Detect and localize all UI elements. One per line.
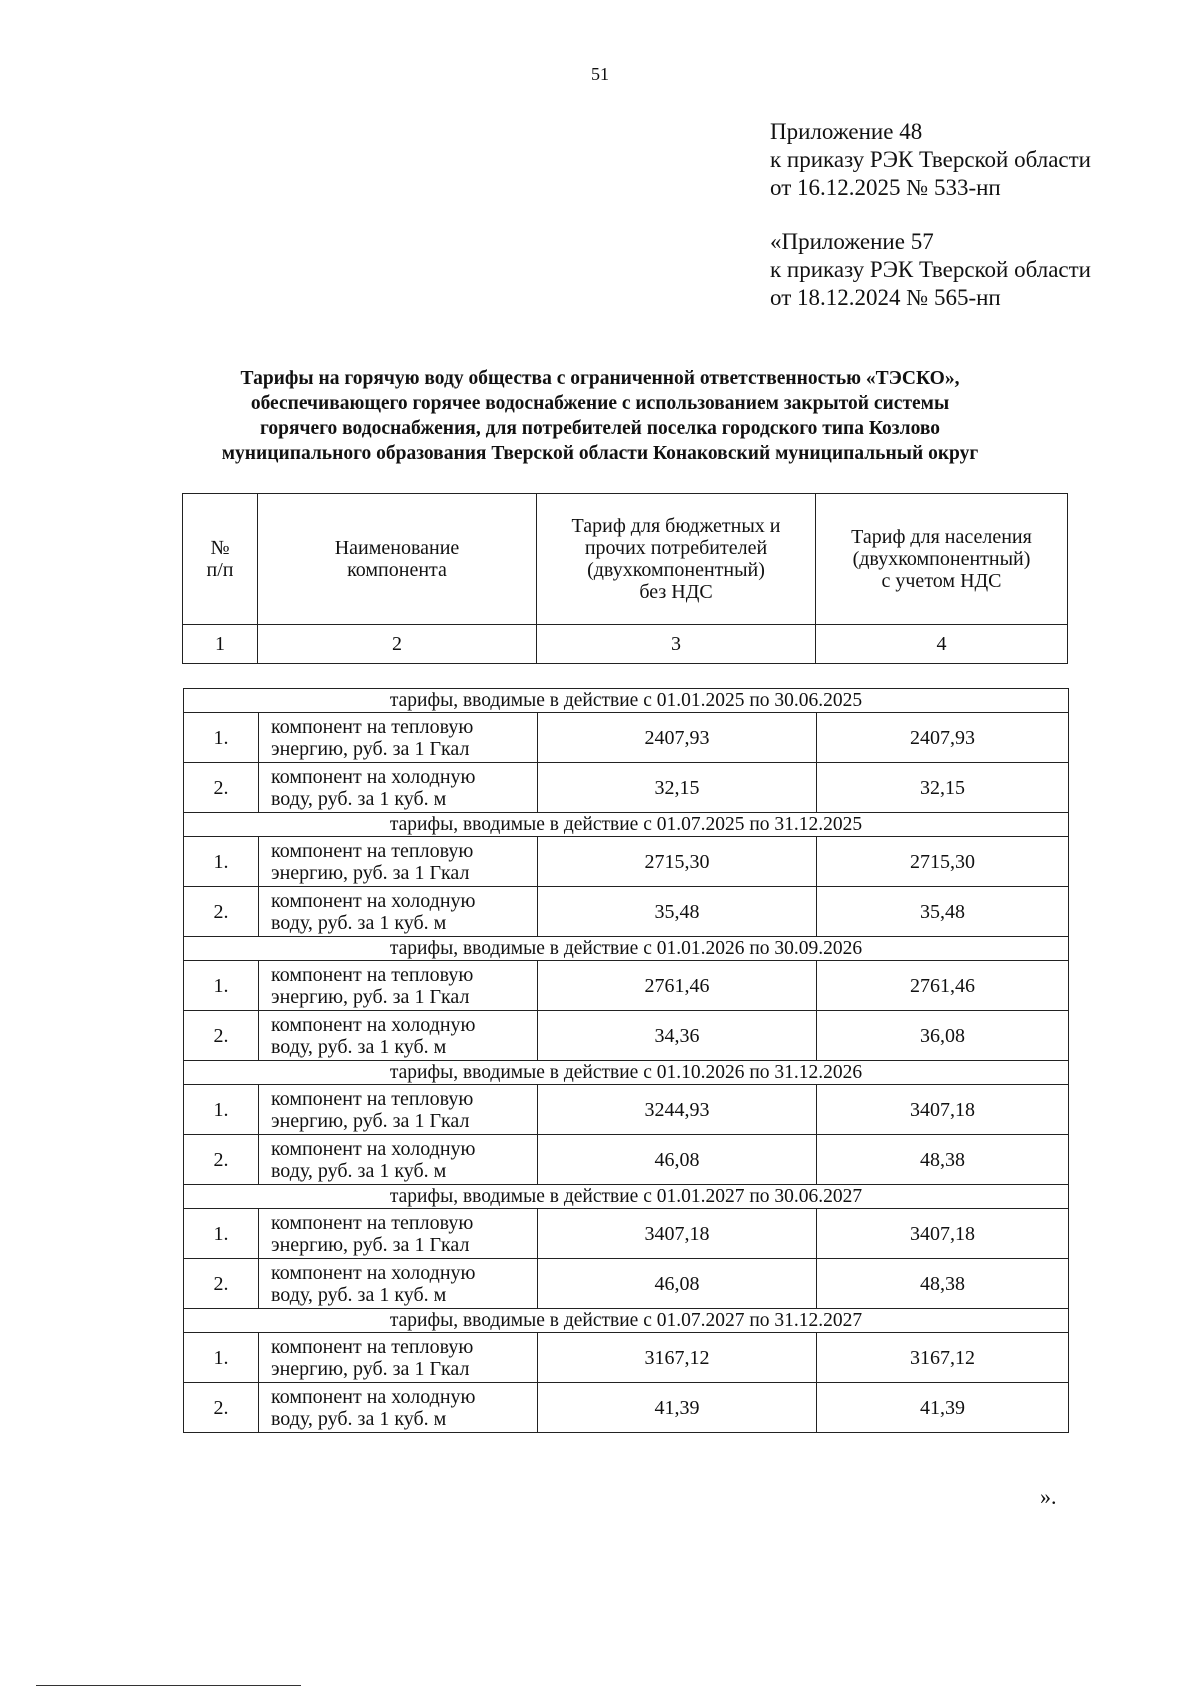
table-row: [184, 837, 1069, 887]
component-name-line: компонент на холодную: [271, 1013, 476, 1036]
component-name: [259, 837, 538, 887]
column-number: 2: [258, 625, 537, 664]
population-tariff-value: 3407,18: [817, 1209, 1069, 1259]
header-budget-tariff: [537, 494, 816, 625]
document-title: [150, 366, 1050, 466]
column-number: 1: [183, 625, 258, 664]
table-row: [184, 1259, 1069, 1309]
row-number: 2.: [184, 1011, 259, 1061]
component-name-line: энергию, руб. за 1 Гкал: [271, 985, 470, 1008]
table-row: [184, 1011, 1069, 1061]
header-budget-line3: (двухкомпонентный): [587, 559, 765, 581]
budget-tariff-value: 3407,18: [538, 1209, 817, 1259]
population-tariff-value: 2715,30: [817, 837, 1069, 887]
component-name: [259, 1333, 538, 1383]
header-number-line2: п/п: [206, 559, 234, 581]
closing-quote: ».: [1040, 1484, 1057, 1509]
budget-tariff-value: 3244,93: [538, 1085, 817, 1135]
population-tariff-value: 3407,18: [817, 1085, 1069, 1135]
header-row: [183, 494, 1068, 625]
period-label: тарифы, вводимые в действие с 01.01.2026 по 30.09.2026: [184, 937, 1069, 961]
component-name-line: компонент на холодную: [271, 1137, 476, 1160]
component-name: [259, 1085, 538, 1135]
budget-tariff-value: 46,08: [538, 1135, 817, 1185]
period-label: тарифы, вводимые в действие с 01.07.2027 по 31.12.2027: [184, 1309, 1069, 1333]
population-tariff-value: 35,48: [817, 887, 1069, 937]
table-row: [184, 1209, 1069, 1259]
component-name-line: компонент на холодную: [271, 1261, 476, 1284]
appendix-current-line1: Приложение 48: [770, 119, 923, 144]
row-number: 1.: [184, 1085, 259, 1135]
component-name-line: компонент на холодную: [271, 765, 476, 788]
budget-tariff-value: 34,36: [538, 1011, 817, 1061]
budget-tariff-value: 3167,12: [538, 1333, 817, 1383]
component-name-line: энергию, руб. за 1 Гкал: [271, 861, 470, 884]
period-row: [184, 1309, 1069, 1333]
table-row: [184, 713, 1069, 763]
budget-tariff-value: 2407,93: [538, 713, 817, 763]
component-name-line: энергию, руб. за 1 Гкал: [271, 1233, 470, 1256]
component-name-line: энергию, руб. за 1 Гкал: [271, 1357, 470, 1380]
population-tariff-value: 2761,46: [817, 961, 1069, 1011]
component-name: [259, 763, 538, 813]
period-label: тарифы, вводимые в действие с 01.01.2027 по 30.06.2027: [184, 1185, 1069, 1209]
table-row: [184, 1135, 1069, 1185]
budget-tariff-value: 35,48: [538, 887, 817, 937]
component-name-line: воду, руб. за 1 куб. м: [271, 1159, 447, 1182]
title-line: Тарифы на горячую воду общества с ограниченной ответственностью «ТЭСКО»,: [240, 368, 960, 389]
component-name-line: воду, руб. за 1 куб. м: [271, 787, 447, 810]
component-name: [259, 1209, 538, 1259]
header-budget-line4: без НДС: [639, 581, 713, 603]
component-name-line: воду, руб. за 1 куб. м: [271, 1407, 447, 1430]
component-name-line: компонент на тепловую: [271, 1335, 474, 1358]
appendix-previous: [770, 228, 1091, 312]
row-number: 1.: [184, 837, 259, 887]
appendix-current: [770, 118, 1091, 202]
column-numbers-row: [183, 625, 1068, 664]
period-row: [184, 1061, 1069, 1085]
row-number: 2.: [184, 763, 259, 813]
column-number: 3: [537, 625, 816, 664]
header-budget-line1: Тариф для бюджетных и: [571, 515, 781, 537]
header-component-line2: компонента: [347, 559, 447, 581]
population-tariff-value: 41,39: [817, 1383, 1069, 1433]
header-population-line3: с учетом НДС: [881, 570, 1002, 592]
population-tariff-value: 2407,93: [817, 713, 1069, 763]
component-name: [259, 1259, 538, 1309]
period-row: [184, 813, 1069, 837]
appendix-previous-line3: от 18.12.2024 № 565-нп: [770, 285, 1001, 310]
header-number: [183, 494, 258, 625]
component-name-line: воду, руб. за 1 куб. м: [271, 1283, 447, 1306]
row-number: 1.: [184, 1209, 259, 1259]
header-population-line2: (двухкомпонентный): [852, 548, 1031, 570]
title-line: обеспечивающего горячее водоснабжение с использованием закрытой системы: [250, 393, 950, 414]
row-number: 1.: [184, 713, 259, 763]
header-component-line1: Наименование: [334, 537, 460, 559]
table-row: [184, 887, 1069, 937]
header-population-line1: Тариф для населения: [851, 526, 1032, 548]
component-name: [259, 1383, 538, 1433]
column-number: 4: [816, 625, 1068, 664]
row-number: 2.: [184, 1135, 259, 1185]
table-row: [184, 763, 1069, 813]
population-tariff-value: 3167,12: [817, 1333, 1069, 1383]
period-label: тарифы, вводимые в действие с 01.07.2025 по 31.12.2025: [184, 813, 1069, 837]
component-name: [259, 713, 538, 763]
period-row: [184, 937, 1069, 961]
component-name-line: компонент на холодную: [271, 889, 476, 912]
appendix-previous-line2: к приказу РЭК Тверской области: [770, 257, 1091, 282]
component-name-line: энергию, руб. за 1 Гкал: [271, 1109, 470, 1132]
tariff-table-body: [184, 689, 1069, 1433]
appendix-previous-line1: «Приложение 57: [770, 229, 934, 254]
table-row: [184, 1333, 1069, 1383]
table-header: [182, 493, 1068, 664]
appendix-current-line3: от 16.12.2025 № 533-нп: [770, 175, 1001, 200]
header-number-line1: №: [210, 537, 230, 559]
component-name-line: воду, руб. за 1 куб. м: [271, 911, 447, 934]
component-name: [259, 1011, 538, 1061]
table-row: [184, 961, 1069, 1011]
table-row: [184, 1383, 1069, 1433]
population-tariff-value: 32,15: [817, 763, 1069, 813]
component-name-line: компонент на тепловую: [271, 1087, 474, 1110]
budget-tariff-value: 32,15: [538, 763, 817, 813]
component-name-line: воду, руб. за 1 куб. м: [271, 1035, 447, 1058]
budget-tariff-value: 2761,46: [538, 961, 817, 1011]
row-number: 1.: [184, 1333, 259, 1383]
population-tariff-value: 48,38: [817, 1259, 1069, 1309]
period-label: тарифы, вводимые в действие с 01.01.2025 по 30.06.2025: [184, 689, 1069, 713]
row-number: 2.: [184, 1259, 259, 1309]
component-name-line: компонент на холодную: [271, 1385, 476, 1408]
component-name-line: компонент на тепловую: [271, 839, 474, 862]
table-row: [184, 1085, 1069, 1135]
row-number: 2.: [184, 887, 259, 937]
period-row: [184, 689, 1069, 713]
budget-tariff-value: 41,39: [538, 1383, 817, 1433]
component-name-line: компонент на тепловую: [271, 1211, 474, 1234]
header-component-name: [258, 494, 537, 625]
period-row: [184, 1185, 1069, 1209]
population-tariff-value: 36,08: [817, 1011, 1069, 1061]
period-label: тарифы, вводимые в действие с 01.10.2026 по 31.12.2026: [184, 1061, 1069, 1085]
budget-tariff-value: 46,08: [538, 1259, 817, 1309]
appendix-current-line2: к приказу РЭК Тверской области: [770, 147, 1091, 172]
header-budget-line2: прочих потребителей: [584, 537, 768, 559]
component-name: [259, 1135, 538, 1185]
tariff-table: [183, 688, 1069, 1433]
title-line: муниципального образования Тверской области Конаковский муниципальный округ: [221, 443, 979, 464]
row-number: 2.: [184, 1383, 259, 1433]
component-name: [259, 961, 538, 1011]
component-name-line: энергию, руб. за 1 Гкал: [271, 737, 470, 760]
population-tariff-value: 48,38: [817, 1135, 1069, 1185]
header-population-tariff: [816, 494, 1068, 625]
footer-divider: [36, 1685, 301, 1686]
component-name-line: компонент на тепловую: [271, 715, 474, 738]
component-name-line: компонент на тепловую: [271, 963, 474, 986]
title-line: горячего водоснабжения, для потребителей поселка городского типа Козлово: [260, 418, 940, 439]
page-number: 51: [591, 64, 609, 84]
budget-tariff-value: 2715,30: [538, 837, 817, 887]
component-name: [259, 887, 538, 937]
row-number: 1.: [184, 961, 259, 1011]
